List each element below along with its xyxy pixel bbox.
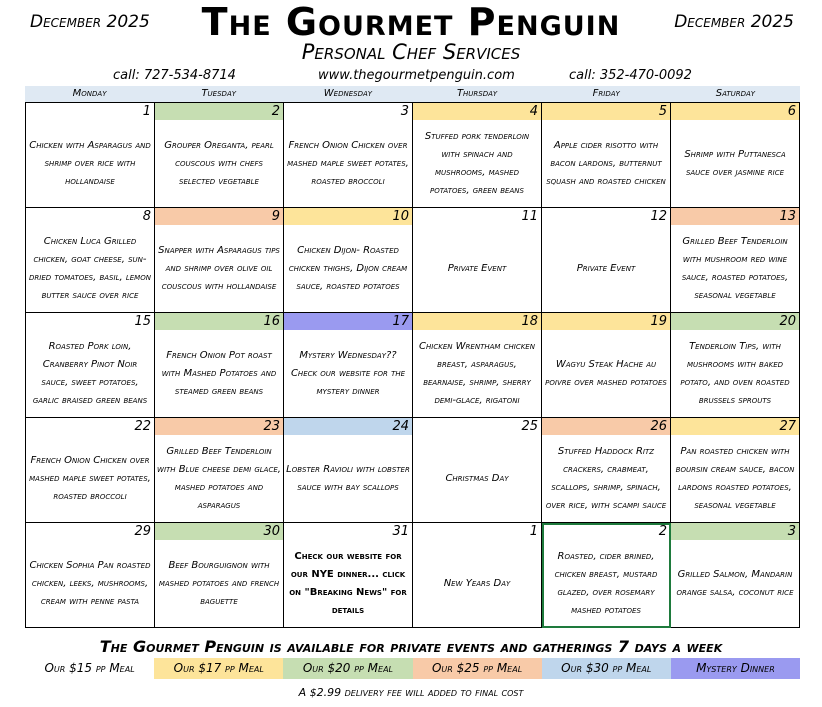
meal-description: Shrimp with Puttanesca sauce over jasmine rice	[684, 148, 786, 178]
day-cell[interactable]	[413, 418, 542, 523]
meal-description: French Onion Chicken over mashed maple sweet potates, roasted broccoli	[29, 454, 151, 502]
day-number: 23	[155, 418, 283, 435]
week-row	[25, 523, 800, 628]
day-cell[interactable]	[155, 523, 284, 628]
day-number: 5	[542, 103, 670, 120]
legend-item: Our $17 pp Meal	[154, 658, 283, 679]
day-number: 2	[155, 103, 283, 120]
weekday-tuesday: Tuesday	[201, 88, 237, 99]
week-row	[25, 313, 800, 418]
day-cell[interactable]	[671, 103, 800, 208]
delivery-fee-note: A $2.99 delivery fee will added to final cost	[298, 686, 524, 699]
availability-banner: The Gourmet Penguin is available for private events and gatherings 7 days a week	[99, 637, 723, 656]
meal-description: Chicken Dijon- Roasted chicken thighs, Dijon cream sauce, roasted potatoes	[288, 244, 408, 292]
day-number: 18	[413, 313, 541, 330]
day-cell[interactable]	[155, 418, 284, 523]
month-label-right: December 2025	[674, 12, 794, 32]
day-cell[interactable]	[284, 208, 413, 313]
day-number: 4	[413, 103, 541, 120]
week-row	[25, 208, 800, 313]
meal-description: Grouper Oreganta, pearl couscous with chefs selected vegetable	[164, 139, 274, 187]
meal-description: Stuffed Haddock Ritz crackers, crabmeat, scallops, shrimp, spinach, over rice, with scampi sauce	[545, 445, 667, 511]
weekday-thursday: Thursday	[456, 88, 498, 99]
day-number: 1	[26, 103, 154, 120]
day-cell[interactable]	[413, 313, 542, 418]
week-row	[25, 102, 800, 208]
day-number: 3	[671, 523, 799, 540]
day-cell[interactable]	[26, 208, 155, 313]
day-number: 13	[671, 208, 799, 225]
day-number: 17	[284, 313, 412, 330]
day-cell[interactable]	[284, 523, 413, 628]
day-cell[interactable]	[284, 313, 413, 418]
meal-description: Pan roasted chicken with boursin cream sauce, bacon lardons roasted potatoes, seasonal vegetable	[675, 445, 795, 511]
meal-description: Private Event	[447, 262, 507, 274]
phone-left: call: 727-534-8714	[113, 68, 236, 83]
meal-description: French Onion Pot roast with Mashed Potatoes and steamed green beans	[161, 349, 277, 397]
meal-description: Lobster Ravioli with lobster sauce with bay scallops	[286, 463, 410, 493]
legend-item: Mystery Dinner	[671, 658, 800, 679]
day-cell[interactable]	[155, 313, 284, 418]
day-number: 27	[671, 418, 799, 435]
day-cell[interactable]	[155, 208, 284, 313]
meal-description: Roasted, cider brined, chicken breast, mustard glazed, over rosemary mashed potatoes	[554, 550, 658, 616]
calendar-weeks	[25, 102, 800, 628]
meal-description: Snapper with Asparagus tips and shrimp over olive oil couscous with hollandaise	[158, 244, 280, 292]
day-cell[interactable]	[26, 523, 155, 628]
day-number: 30	[155, 523, 283, 540]
meal-description: Christmas Day	[445, 472, 509, 484]
day-cell[interactable]	[284, 418, 413, 523]
meal-description: Stuffed pork tenderloin with spinach and mushrooms, mashed potatoes, green beans	[424, 130, 530, 196]
day-number: 16	[155, 313, 283, 330]
meal-description: Tenderloin Tips, with mushrooms with baked potato, and oven roasted brussels sprouts	[680, 340, 790, 406]
weekday-monday: Monday	[72, 88, 107, 99]
day-cell[interactable]	[542, 313, 671, 418]
day-cell[interactable]	[413, 103, 542, 208]
day-number: 25	[413, 418, 541, 435]
day-number: 10	[284, 208, 412, 225]
day-cell[interactable]	[542, 103, 671, 208]
page-subtitle: Personal Chef Services	[301, 40, 521, 64]
day-cell[interactable]	[155, 103, 284, 208]
website-link[interactable]: www.thegourmetpenguin.com	[318, 68, 515, 83]
day-cell[interactable]	[542, 418, 671, 523]
day-number: 6	[671, 103, 799, 120]
day-cell[interactable]	[542, 523, 671, 628]
weekday-saturday: Saturday	[715, 88, 756, 99]
meal-description: Check our website for our NYE dinner... click on "Breaking News" for details	[289, 550, 407, 616]
week-row	[25, 418, 800, 523]
legend-item: Our $20 pp Meal	[283, 658, 412, 679]
day-cell[interactable]	[542, 208, 671, 313]
day-number: 8	[26, 208, 154, 225]
legend-item: Our $25 pp Meal	[413, 658, 542, 679]
day-number: 29	[26, 523, 154, 540]
day-number: 11	[413, 208, 541, 225]
day-number: 12	[542, 208, 670, 225]
legend-item: Our $15 pp Meal	[25, 658, 154, 679]
day-cell[interactable]	[413, 208, 542, 313]
meal-description: Grilled Beef Tenderloin with Blue cheese demi glace, mashed potatoes and asparagus	[157, 445, 281, 511]
meal-description: Chicken Luca Grilled chicken, goat cheese, sun-dried tomatoes, basil, lemon butter sauce over rice	[29, 235, 151, 301]
day-cell[interactable]	[671, 418, 800, 523]
day-number: 31	[284, 523, 412, 540]
calendar-grid	[25, 86, 800, 628]
day-cell[interactable]	[26, 313, 155, 418]
weekday-header-row	[25, 86, 800, 102]
day-cell[interactable]	[671, 523, 800, 628]
meal-description: Chicken Sophia Pan roasted chicken, leeks, mushrooms, cream with penne pasta	[29, 559, 151, 607]
meal-description: Roasted Pork loin, Cranberry Pinot Noir sauce, sweet potatoes, garlic braised green beans	[32, 340, 148, 406]
day-cell[interactable]	[671, 208, 800, 313]
meal-description: New Years Day	[443, 577, 511, 589]
day-cell[interactable]	[671, 313, 800, 418]
phone-right: call: 352-470-0092	[569, 68, 692, 83]
day-number: 19	[542, 313, 670, 330]
month-label-left: December 2025	[30, 12, 150, 32]
meal-description: French Onion Chicken over mashed maple sweet potates, roasted broccoli	[287, 139, 409, 187]
price-legend	[25, 658, 800, 679]
day-number: 24	[284, 418, 412, 435]
day-number: 2	[542, 523, 670, 540]
day-number: 26	[542, 418, 670, 435]
day-number: 3	[284, 103, 412, 120]
meal-description: Chicken Wrentham chicken breast, asparagus, bearnaise, shrimp, sherry demi-glace, rigatoni	[419, 340, 535, 406]
legend-item: Our $30 pp Meal	[542, 658, 671, 679]
meal-description: Grilled Beef Tenderloin with mushroom red wine sauce, roasted potatoes, seasonal vegetable	[681, 235, 789, 301]
day-number: 20	[671, 313, 799, 330]
day-cell[interactable]	[26, 418, 155, 523]
meal-description: Grilled Salmon, Mandarin orange salsa, coconut rice	[676, 568, 794, 598]
meal-description: Wagyu Steak Hache au poivre over mashed potatoes	[545, 358, 667, 388]
day-cell[interactable]	[26, 103, 155, 208]
day-cell[interactable]	[284, 103, 413, 208]
day-number: 9	[155, 208, 283, 225]
meal-description: Private Event	[576, 262, 636, 274]
day-number: 22	[26, 418, 154, 435]
meal-description: Mystery Wednesday?? Check our website for the mystery dinner	[290, 349, 406, 397]
day-cell[interactable]	[413, 523, 542, 628]
weekday-wednesday: Wednesday	[323, 88, 373, 99]
meal-description: Beef Bourguignon with mashed potatoes and french baguette	[158, 559, 280, 607]
day-number: 15	[26, 313, 154, 330]
meal-description: Apple cider risotto with bacon lardons, butternut squash and roasted chicken	[546, 139, 666, 187]
weekday-friday: Friday	[592, 88, 620, 99]
day-number: 1	[413, 523, 541, 540]
page-title: The Gourmet Penguin	[201, 0, 621, 44]
meal-description: Chicken with Asparagus and shrimp over rice with hollandaise	[29, 139, 151, 187]
